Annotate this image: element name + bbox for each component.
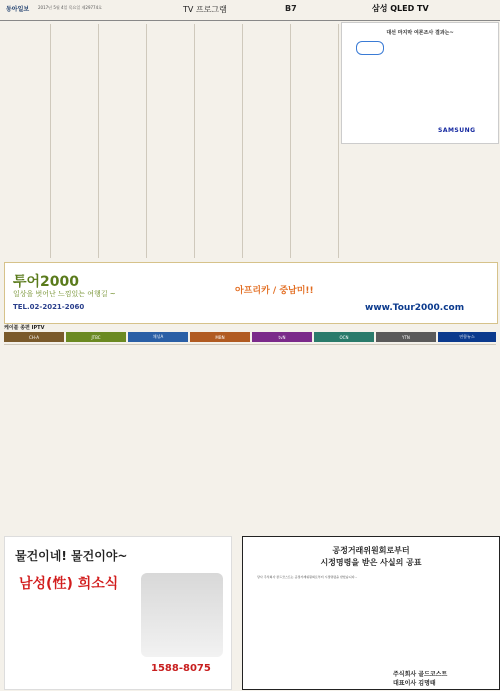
cable-col-1: JTBC [66, 332, 126, 342]
health-phone: 1588-8075 [151, 663, 211, 674]
schedule-col-3 [100, 24, 147, 258]
notice-ad [242, 536, 500, 690]
notice-body: 당사 주식회사 골드코스트는 공정거래위원회로부터 시정명령을 받았습니다... [257, 575, 358, 579]
cable-column-headers [4, 332, 496, 342]
cable-schedule-grid [4, 344, 496, 535]
page-number: B7 [285, 4, 297, 13]
tour-brand: 투어2000 [13, 274, 80, 290]
tour-contact: TEL.02-2021-2060 [13, 303, 85, 311]
samsung-ad [341, 22, 499, 144]
schedule-col-2 [52, 24, 99, 258]
health-product: 남성(性) 희소식 [19, 576, 119, 592]
health-ad [4, 536, 232, 690]
tour-subtitle: 아프리카 / 중남미!! [235, 286, 314, 296]
samsung-logo: SAMSUNG [438, 127, 476, 134]
notice-title-2: 시정명령을 받은 사실의 공표 [320, 558, 422, 567]
cable-col-6: YTN [376, 332, 436, 342]
cable-col-5: OCN [314, 332, 374, 342]
tour-ad [4, 262, 498, 324]
samsung-ad-headline: 대선 마지막 여론조사 결과는~ [386, 30, 454, 36]
cable-section-title: 케이블 종편 IPTV [4, 325, 45, 331]
tour-slogan: 일상을 벗어난 느낌있는 여행길 ~ [13, 290, 116, 298]
schedule-col-5 [196, 24, 243, 258]
notice-company: 주식회사 골드코스트 [393, 671, 448, 678]
cable-col-0: CH-A [4, 332, 64, 342]
cable-col-4: tvN [252, 332, 312, 342]
schedule-col-7 [292, 24, 339, 258]
cable-col-7: 연합뉴스 [438, 332, 496, 342]
section-title: TV 프로그램 [183, 5, 227, 14]
issue-date: 2017년 5월 4일 목요일 제29774호 [38, 5, 102, 10]
cable-col-2: 채널A [128, 332, 188, 342]
cable-col-3: MBN [190, 332, 250, 342]
survey-badge-icon [356, 41, 384, 55]
notice-ceo: 대표이사 김명태 [393, 680, 436, 687]
brand-ad-label: 삼성 QLED TV [372, 4, 429, 13]
page-header [0, 0, 500, 21]
tv-schedule [4, 24, 338, 258]
schedule-col-4 [148, 24, 195, 258]
model-photo [141, 573, 223, 657]
schedule-col-1 [4, 24, 51, 258]
notice-title-1: 공정거래위원회로부터 [332, 546, 410, 555]
paper-name: 동아일보 [6, 6, 30, 13]
schedule-col-6 [244, 24, 291, 258]
cable-tv-section [4, 326, 496, 536]
health-headline: 물건이네! 물건이야~ [15, 549, 128, 563]
tour-website: www.Tour2000.com [365, 303, 465, 313]
